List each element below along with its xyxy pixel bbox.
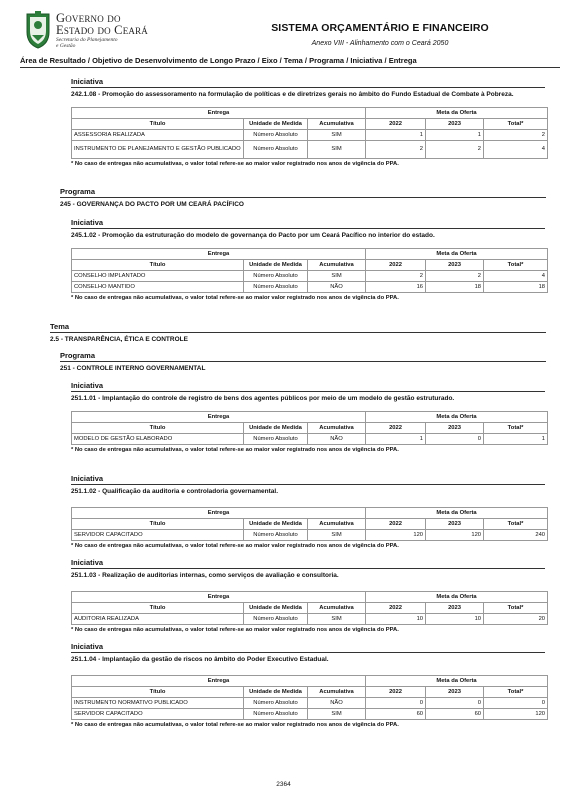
iniciativa-code: 251.1.02 - bbox=[71, 488, 101, 495]
cell-unidade: Número Absoluto bbox=[244, 529, 308, 540]
entrega-group-header: Entrega bbox=[72, 507, 366, 518]
iniciativa-section bbox=[71, 558, 545, 633]
iniciativa-text: Realização de auditorias internas, como serviços de avaliação e consultoria. bbox=[102, 572, 339, 579]
cell-total: 18 bbox=[484, 281, 548, 292]
cell-unidade: Número Absoluto bbox=[244, 281, 308, 292]
table-header-row bbox=[72, 518, 548, 529]
meta-group-header: Meta da Oferta bbox=[366, 591, 548, 602]
meta-group-header: Meta da Oferta bbox=[366, 248, 548, 259]
table-footnote: * No caso de entregas não acumulativas, o valor total refere-se ao maior valor registrado nos anos de vigência do PPA. bbox=[71, 294, 399, 301]
col-header-total: Total* bbox=[484, 118, 548, 129]
col-header-total: Total* bbox=[484, 422, 548, 433]
tema-title: 2.5 - TRANSPARÊNCIA, ÉTICA E CONTROLE bbox=[50, 336, 188, 343]
entrega-group-header: Entrega bbox=[72, 675, 366, 686]
tema-section bbox=[50, 322, 546, 346]
cell-titulo: MODELO DE GESTÃO ELABORADO bbox=[72, 433, 244, 444]
cell-acumulativa: SIM bbox=[308, 270, 366, 281]
programa-label: Programa bbox=[60, 351, 546, 362]
table-row bbox=[72, 140, 548, 158]
cell-titulo: INSTRUMENTO NORMATIVO PUBLICADO bbox=[72, 697, 244, 708]
col-header-acumulativa: Acumulativa bbox=[308, 686, 366, 697]
cell-2022: 10 bbox=[366, 613, 426, 624]
table-row bbox=[72, 613, 548, 624]
cell-2022: 60 bbox=[366, 708, 426, 719]
col-header-total: Total* bbox=[484, 518, 548, 529]
logo-line2: Estado do Ceará bbox=[56, 23, 149, 37]
iniciativa-section bbox=[71, 218, 545, 301]
col-header-2022: 2022 bbox=[366, 118, 426, 129]
cell-acumulativa: NÃO bbox=[308, 433, 366, 444]
col-header-acumulativa: Acumulativa bbox=[308, 259, 366, 270]
table-group-header-row bbox=[72, 675, 548, 686]
table-row bbox=[72, 697, 548, 708]
cell-titulo: INSTRUMENTO DE PLANEJAMENTO E GESTÃO PUBLICADO bbox=[72, 140, 244, 158]
meta-group-header: Meta da Oferta bbox=[366, 507, 548, 518]
logo-secretariat bbox=[56, 37, 118, 49]
cell-2022: 0 bbox=[366, 697, 426, 708]
col-header-unidade: Unidade de Medida bbox=[244, 118, 308, 129]
col-header-2022: 2022 bbox=[366, 602, 426, 613]
cell-2022: 1 bbox=[366, 129, 426, 140]
col-header-2022: 2022 bbox=[366, 259, 426, 270]
iniciativa-description bbox=[71, 571, 545, 582]
iniciativa-code: 251.1.03 - bbox=[71, 572, 101, 579]
logo-line1: Governo do bbox=[56, 11, 121, 25]
table-group-header-row bbox=[72, 411, 548, 422]
col-header-titulo: Título bbox=[72, 118, 244, 129]
programa-label: Programa bbox=[60, 187, 546, 198]
table-row bbox=[72, 281, 548, 292]
col-header-titulo: Título bbox=[72, 518, 244, 529]
iniciativa-section bbox=[71, 474, 545, 549]
cell-2022: 120 bbox=[366, 529, 426, 540]
cell-titulo: CONSELHO IMPLANTADO bbox=[72, 270, 244, 281]
cell-unidade: Número Absoluto bbox=[244, 433, 308, 444]
entrega-table bbox=[71, 507, 548, 541]
table-row bbox=[72, 129, 548, 140]
iniciativa-label: Iniciativa bbox=[71, 558, 545, 569]
iniciativa-section bbox=[71, 77, 545, 167]
cell-total: 0 bbox=[484, 697, 548, 708]
table-row bbox=[72, 270, 548, 281]
col-header-2022: 2022 bbox=[366, 422, 426, 433]
cell-2022: 1 bbox=[366, 433, 426, 444]
table-group-header-row bbox=[72, 507, 548, 518]
cell-total: 20 bbox=[484, 613, 548, 624]
programa-title: 251 - CONTROLE INTERNO GOVERNAMENTAL bbox=[60, 365, 206, 372]
iniciativa-label: Iniciativa bbox=[71, 218, 545, 229]
page-number: 2364 bbox=[276, 781, 291, 788]
iniciativa-description bbox=[71, 655, 545, 666]
meta-group-header: Meta da Oferta bbox=[366, 675, 548, 686]
col-header-2023: 2023 bbox=[426, 118, 484, 129]
table-footnote: * No caso de entregas não acumulativas, o valor total refere-se ao maior valor registrado nos anos de vigência do PPA. bbox=[71, 160, 399, 167]
cell-acumulativa: SIM bbox=[308, 129, 366, 140]
table-row bbox=[72, 433, 548, 444]
system-title: SISTEMA ORÇAMENTÁRIO E FINANCEIRO bbox=[271, 22, 489, 34]
table-row bbox=[72, 708, 548, 719]
table-header-row bbox=[72, 686, 548, 697]
iniciativa-text: Promoção da estruturação do modelo de governança do Pacto por um Ceará Pacífico no interior do estado. bbox=[102, 232, 435, 239]
table-group-header-row bbox=[72, 107, 548, 118]
cell-2023: 10 bbox=[426, 613, 484, 624]
iniciativa-description bbox=[71, 487, 545, 498]
cell-unidade: Número Absoluto bbox=[244, 697, 308, 708]
iniciativa-code: 251.1.01 - bbox=[71, 395, 101, 402]
cell-acumulativa: NÃO bbox=[308, 281, 366, 292]
logo-sub2: e Gestão bbox=[56, 43, 76, 49]
cell-titulo: SERVIDOR CAPACITADO bbox=[72, 529, 244, 540]
col-header-titulo: Título bbox=[72, 422, 244, 433]
iniciativa-section bbox=[71, 381, 545, 453]
col-header-total: Total* bbox=[484, 686, 548, 697]
iniciativa-code: 251.1.04 - bbox=[71, 656, 101, 663]
entrega-group-header: Entrega bbox=[72, 411, 366, 422]
cell-titulo: CONSELHO MANTIDO bbox=[72, 281, 244, 292]
cell-unidade: Número Absoluto bbox=[244, 708, 308, 719]
iniciativa-text: Implantação da gestão de riscos no âmbito do Poder Executivo Estadual. bbox=[102, 656, 329, 663]
entrega-group-header: Entrega bbox=[72, 248, 366, 259]
programa-title: 245 - GOVERNANÇA DO PACTO POR UM CEARÁ PACÍFICO bbox=[60, 201, 244, 208]
col-header-acumulativa: Acumulativa bbox=[308, 422, 366, 433]
state-crest-icon bbox=[24, 10, 52, 50]
iniciativa-label: Iniciativa bbox=[71, 642, 545, 653]
cell-2023: 1 bbox=[426, 129, 484, 140]
table-footnote: * No caso de entregas não acumulativas, o valor total refere-se ao maior valor registrado nos anos de vigência do PPA. bbox=[71, 542, 399, 549]
entrega-table bbox=[71, 591, 548, 625]
cell-2023: 18 bbox=[426, 281, 484, 292]
logo-sub1: Secretaria do Planejamento bbox=[56, 37, 118, 43]
col-header-unidade: Unidade de Medida bbox=[244, 422, 308, 433]
entrega-table bbox=[71, 107, 548, 159]
col-header-titulo: Título bbox=[72, 686, 244, 697]
col-header-unidade: Unidade de Medida bbox=[244, 259, 308, 270]
logo-wordmark bbox=[56, 12, 148, 36]
cell-unidade: Número Absoluto bbox=[244, 129, 308, 140]
col-header-2023: 2023 bbox=[426, 422, 484, 433]
cell-titulo: AUDITORIA REALIZADA bbox=[72, 613, 244, 624]
iniciativa-section bbox=[71, 642, 545, 728]
iniciativa-text: Implantação do controle de registro de bens dos agentes públicos por meio de um modelo de gestão estruturado. bbox=[102, 395, 455, 402]
cell-total: 4 bbox=[484, 270, 548, 281]
cell-total: 120 bbox=[484, 708, 548, 719]
table-row bbox=[72, 529, 548, 540]
cell-total: 1 bbox=[484, 433, 548, 444]
col-header-2023: 2023 bbox=[426, 686, 484, 697]
programa-section bbox=[60, 187, 546, 211]
iniciativa-text: Qualificação da auditoria e controladoria governamental. bbox=[102, 488, 278, 495]
cell-2023: 0 bbox=[426, 697, 484, 708]
hierarchy-breadcrumb: Área de Resultado / Objetivo de Desenvolvimento de Longo Prazo / Eixo / Tema / Programa / Iniciativa / Entrega bbox=[20, 56, 560, 68]
col-header-acumulativa: Acumulativa bbox=[308, 602, 366, 613]
table-footnote: * No caso de entregas não acumulativas, o valor total refere-se ao maior valor registrado nos anos de vigência do PPA. bbox=[71, 626, 399, 633]
cell-total: 4 bbox=[484, 140, 548, 158]
iniciativa-label: Iniciativa bbox=[71, 474, 545, 485]
table-header-row bbox=[72, 259, 548, 270]
cell-total: 2 bbox=[484, 129, 548, 140]
cell-acumulativa: NÃO bbox=[308, 697, 366, 708]
col-header-2023: 2023 bbox=[426, 259, 484, 270]
cell-2023: 2 bbox=[426, 270, 484, 281]
col-header-acumulativa: Acumulativa bbox=[308, 518, 366, 529]
cell-2022: 2 bbox=[366, 140, 426, 158]
cell-acumulativa: SIM bbox=[308, 708, 366, 719]
iniciativa-label: Iniciativa bbox=[71, 381, 545, 392]
iniciativa-label: Iniciativa bbox=[71, 77, 545, 88]
tema-label: Tema bbox=[50, 322, 546, 333]
table-header-row bbox=[72, 602, 548, 613]
col-header-unidade: Unidade de Medida bbox=[244, 518, 308, 529]
col-header-2022: 2022 bbox=[366, 518, 426, 529]
cell-acumulativa: SIM bbox=[308, 613, 366, 624]
entrega-group-header: Entrega bbox=[72, 591, 366, 602]
col-header-2022: 2022 bbox=[366, 686, 426, 697]
iniciativa-description bbox=[71, 394, 545, 405]
col-header-acumulativa: Acumulativa bbox=[308, 118, 366, 129]
entrega-table bbox=[71, 675, 548, 720]
table-group-header-row bbox=[72, 248, 548, 259]
table-footnote: * No caso de entregas não acumulativas, o valor total refere-se ao maior valor registrado nos anos de vigência do PPA. bbox=[71, 721, 399, 728]
iniciativa-description bbox=[71, 90, 545, 101]
cell-2022: 2 bbox=[366, 270, 426, 281]
table-header-row bbox=[72, 118, 548, 129]
government-logo bbox=[24, 10, 154, 52]
col-header-titulo: Título bbox=[72, 602, 244, 613]
table-footnote: * No caso de entregas não acumulativas, o valor total refere-se ao maior valor registrado nos anos de vigência do PPA. bbox=[71, 446, 399, 453]
cell-titulo: ASSESSORIA REALIZADA bbox=[72, 129, 244, 140]
cell-acumulativa: SIM bbox=[308, 529, 366, 540]
col-header-unidade: Unidade de Medida bbox=[244, 686, 308, 697]
cell-2022: 16 bbox=[366, 281, 426, 292]
cell-unidade: Número Absoluto bbox=[244, 140, 308, 158]
col-header-total: Total* bbox=[484, 602, 548, 613]
iniciativa-code: 245.1.02 - bbox=[71, 232, 101, 239]
page-header bbox=[0, 0, 567, 62]
cell-unidade: Número Absoluto bbox=[244, 270, 308, 281]
iniciativa-description bbox=[71, 231, 545, 242]
cell-unidade: Número Absoluto bbox=[244, 613, 308, 624]
cell-2023: 2 bbox=[426, 140, 484, 158]
cell-2023: 120 bbox=[426, 529, 484, 540]
cell-acumulativa: SIM bbox=[308, 140, 366, 158]
cell-2023: 60 bbox=[426, 708, 484, 719]
programa-section bbox=[60, 351, 546, 375]
col-header-2023: 2023 bbox=[426, 518, 484, 529]
cell-total: 240 bbox=[484, 529, 548, 540]
col-header-unidade: Unidade de Medida bbox=[244, 602, 308, 613]
cell-titulo: SERVIDOR CAPACITADO bbox=[72, 708, 244, 719]
col-header-titulo: Título bbox=[72, 259, 244, 270]
col-header-total: Total* bbox=[484, 259, 548, 270]
entrega-table bbox=[71, 248, 548, 293]
entrega-group-header: Entrega bbox=[72, 107, 366, 118]
document-subtitle: Anexo VIII - Alinhamento com o Ceará 2050 bbox=[311, 40, 449, 47]
meta-group-header: Meta da Oferta bbox=[366, 411, 548, 422]
meta-group-header: Meta da Oferta bbox=[366, 107, 548, 118]
iniciativa-code: 242.1.08 - bbox=[71, 91, 101, 98]
table-group-header-row bbox=[72, 591, 548, 602]
cell-2023: 0 bbox=[426, 433, 484, 444]
col-header-2023: 2023 bbox=[426, 602, 484, 613]
iniciativa-text: Promoção do assessoramento na formulação de políticas e de diretrizes gerais no âmbito do Fundo Estadual de Combate à Pobreza. bbox=[102, 91, 514, 98]
entrega-table bbox=[71, 411, 548, 445]
table-header-row bbox=[72, 422, 548, 433]
